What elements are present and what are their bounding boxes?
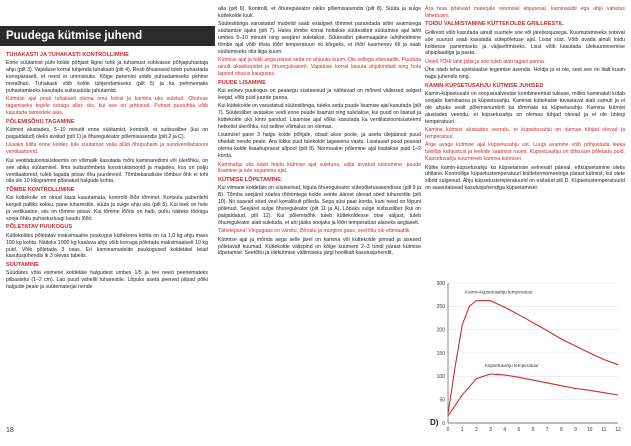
x-tick-label: 0: [446, 427, 450, 433]
body-paragraph: Kui viimane koldetäis on süstesinud, liiguta õhureguleator sütepõletusasendisse (pilt 9 ja B). Tõmba seejärel söelva tõörimtega kolde seinte äärest olevad söed tuharestile (pilt 10). Nii saavad söed veel korralikult põleda. Sega süsi paar korda, kuni need on lõpuni põlenud. Seejärel sulge õhureguleator (pilt 11 ja A). Lõpuks sulge suitsusiiber (kui on paigaldatud, pilt 12). Kui põlemisõhk tuleb küttekoldesse otse väljast, tuleb õhureguleator alati suletuda, et ahi jääks soojaks ja lõõri temperatuur alaneks aeglaselt.: [218, 185, 422, 226]
warning-paragraph: Kaminahju uks tuleb hoida kütmise ajal suletuna, välja arvatud süütamine, puude lisamine ja tule segamine ajal.: [218, 161, 421, 175]
y-tick-label: 150: [436, 350, 445, 357]
section-heading: TÕMBE KONTROLLIMINE: [6, 186, 75, 193]
text-column-1: [6, 52, 208, 293]
section-heading: PÕLETATAV PUUKOGUS: [6, 224, 73, 231]
body-paragraph: Kütmise ajal ja mõnda aega selle järel on kamina või küttekolde pinnad ja sisesed põletavalt kuumad. Küttekolde välispind on kõige kuumem 2–3 tundi pärast kütmise lõpetamist. Seetõttu ja ülekütmise vältimiseks järgi hoolikalt kasutusjuhendit.: [218, 236, 421, 257]
section-heading: KÜTMISE LÕPETAMINE: [218, 176, 281, 183]
section-heading: PÕLEMISÕHU TAGAMINE: [6, 118, 75, 125]
x-tick-label: 1: [460, 427, 464, 433]
text-column-3: [425, 6, 625, 194]
y-tick-label: 0: [442, 420, 445, 427]
body-paragraph: Kamin-küpsetusahi on soojustsalvestav kombineeritud tulease, milles kaminatuli kütab soojaks kaminaosa ja küpsetusahju. Kaminat küttekatse tuvastavat alati samuti ja ei ole ahjuks sealt põlemisnumbrit ka tõmmata ka küpsetusahju. Kamina kütmist alustades veendu, et küpsetusahju on olemas tühjad olevad ja ei ole ühtegi temperatuuri.: [425, 90, 625, 125]
section-heading: KAMIN-KÜPSETUSAHJU KÜTMISE JUHISED: [425, 82, 544, 89]
x-tick-label: 8: [559, 427, 563, 433]
page-number: 18: [6, 427, 14, 434]
body-paragraph: Enne süütamist pühi kolde põhjast liigne tuhk ja tuhamust sobivasse põhjapuhastaja ahju (pilt 3). Vajaduse korral tühjenda tuhakasti (pilt 4). Resti õhuavasid tuleb puhastada korrapäraselt, et need ei ummistuks. Kõige paremini sobib puhastamiseks pehme metallhari. Tuhakasti võib kolde tühjendamiseks (pilt 5) ja ka pehmemaks puhastamiseks kasutada suitsusüüte jahutamist.: [6, 60, 208, 95]
body-paragraph: Süütesiibriga varustatud mudelid saab esialgset tõmmet parandada siibri avamisega süütamise ajaks (pilt 7). Halva tõmbe korral hoitakse süütesiibrit süütamise ajal lahti umbes 5–10 minutit ning seejärel suletakse. Süütesiibri pikemaajaline lahtihoidmine tõmbe ajal võib tõsta lõõri temperatuuri nii kõrgeks, et lõõri kuumenev õli ja saab süütamiseks olla liiga kuum.: [218, 21, 421, 55]
y-tick-label: 300: [436, 280, 445, 287]
body-paragraph: Grillresti võib kasutada ainult suurtele söe või järelsoojusega. Kuumutamiseks sobivat söe suurust saab kasutada sütepõletuse ajal. Lisas süst. Võib avada ainult toidu koldesse panemiseks ja väljavõtmiseks. Lisst võib kasutada ülekuumenemise ahjuplaadiga ja pasta.: [425, 29, 625, 57]
x-tick-label: 11: [601, 427, 607, 433]
body-paragraph: Süüdates võta esimese koldetäie halgudest umbes 1/5 ja tee need peenemateks pilbasteks (1–2 cm). Lao puud vaheliti tuharestile. Lõpuks aseta peened pilpad põiki halgude peale ja süütematerjal nende: [6, 270, 208, 291]
section-heading: SÜÜTAMINE: [6, 261, 39, 268]
x-tick-label: 2: [474, 427, 478, 433]
body-paragraph: Ühe näeb teha spetsiaalse tegemise asendis. Hoidja ja ei ole, sest see on liialt kuum nagu juhendis ning.: [425, 67, 625, 81]
temperature-chart: [426, 263, 625, 441]
section-heading: PUUDE LISAMINE: [218, 79, 266, 86]
body-paragraph: Lisamisel pane 3 halgu kolde põhjale, otsad ukse poole, ja aseta ülejäänud puud tihedalt nende peale. Ära lükka puid tulekolde tagaseina vastu. Lisatavad puud peavad olema kolde lisaahupraost allpool (pilt 8). Normaalne põlemine ajal lisatakse puid 1–2 korda.: [218, 132, 421, 160]
body-paragraph: Kui ventilatsioonisüsteemis on võimalik kasutada mõni kaminarežiimi või ülerõhku, on see abiks süütamisel. Ilma suitsutõmbeta konstruktsioonid ja majades, kus on palju ventilaatoreid, tuleb tagada piisav õhu juurdevool. Tõmbekanalisse tõmbuv õhk ei tohi olla üle 10 kilogrammi põletatud halgude kohta.: [6, 157, 208, 185]
warning-paragraph: Kamina kütmist alustades veendu, et küpsetusahju on olemas tühjad olevad ja temperatuur.: [425, 127, 625, 140]
warning-paragraph: Kütmise ajal peab tuhakasti olema oma kohal ja kamina uks suletud. Ohutuse tagamiseks tegele tuhaga alles siis, kui see on jahtunud. Puhast puutuhka võib kasutada taimedele aias.: [6, 96, 208, 117]
warning-paragraph: Ära hoia põlevaid materjale eesmisel ahjupesal, kaminasiibl ega ahju vahetus läheduses.: [425, 6, 625, 19]
section-heading: TUHAKASTI JA TUHAKASTI KONTROLLIMINE: [6, 52, 129, 58]
body-paragraph: Kui küttekolle on olnud kaua kasutamata, kontrolli lõõri tõmmet. Kortsuta paberileht kergelt palliks kokku, pane tuharestile, süüta ja sulge ahju uks (pilt 5). Kui leek on hele ja vertikaalne, siis on tõmme piisav. Kui tõmme lõõris on halb, puhu näiteks fööniga sooja õhku puhastusluugi kaudu lõõri.: [6, 195, 208, 222]
y-tick-label: 250: [436, 304, 445, 311]
series-label: Küpsetusahju temperatuur: [484, 363, 539, 368]
x-tick-label: 4: [503, 427, 507, 433]
section-heading: TOIDU VALMISTAMINE KÜTTEKOLDE GRILLRESTIL: [425, 21, 564, 28]
series-label: Kamin-küpsetusahju temperatuur: [465, 289, 533, 295]
panel-label: D): [430, 418, 439, 427]
body-paragraph: Kui küttekolde on varustatud süütesiibriga, tuleks seda puude lisamise ajal kasutada (pilt 7). Süütesiiber avatakse veidi enne puude lisamist ning suletakse, kui puud on lisatud ja küttekolde uks kinni pandud. Lisamise ajal võiks kasutada ka ventilatsioonisüsteemi hetkelist ülerõhku, kui selline võimalus on olemas.: [218, 103, 422, 130]
x-tick-label: 5: [517, 427, 521, 433]
body-paragraph: Kui eelnev puukogus on peaaegu süsteeniud ja nähtavad on mõned väikesed selged leegid, võib puid juurde panna.: [218, 87, 421, 101]
y-tick-label: 100: [436, 374, 445, 381]
x-tick-label: 10: [586, 427, 593, 433]
series-line: [448, 301, 618, 414]
x-tick-label: 9: [574, 427, 577, 433]
warning-paragraph: Tähelepanu! Vingugaas on värvitu, lõhnatu ja mürgine gaas, seetõttu ole ettevaatlik.: [218, 228, 411, 235]
body-paragraph: alla (pilt 6). Kontrolli, et õhureguleator oleks põlemisasendis (pilt 8). Süüta ja sulge küttekolde luuk.: [218, 6, 421, 19]
warning-paragraph: Kütmise ajal ja tükk aega pärast seda on ahjuuks kuum. Ole sellega ettevaatlik. Puuduta ainult ukselkepidet ja õhureguleatorit. Vajaduse korral kasuta ahjukindaid ning hoia lapsed ohutus kauguses.: [218, 57, 421, 78]
warning-paragraph: Ärge avage kütmise ajal küpsetusahju ust. Luugi avamine võib põhjustada leeka tulelõpi kahjustusi ja leekide saatmist ruumi. Küpsetusahju on tõhusam põletada puid. Küpsetusahju kuumeneb kamina kütmisel.: [425, 142, 625, 163]
series-line: [448, 374, 618, 416]
text-column-2: [218, 6, 421, 259]
body-paragraph: Kütke kamin-küpsetusahju ka küpsetamise eelnevalt päeval, ettküpsetamine oleks ühtlane. Kontrollige küpsetustemperatuuri koldetermomeetriga pärast kütmist, kui olete sibrid sulgenud. Ahju küpsetustemperatuurid on esitatud pilt D. Küpsetustemperatuurid on saavutatavad kasutusjuhendiga küpsetamisel.: [425, 164, 625, 192]
x-tick-label: 3: [489, 427, 492, 433]
warning-paragraph: Uusaks lülita enne koldes tule süütamist välja pliidi õhupuhasti ja sundventilatsiooni ventilaatoreid.: [6, 142, 208, 156]
body-paragraph: Küttekoldes põletatav maksimaalne puukogus küttekorra kohta on ca 1,0 kg ahju mass 100 kg kohta. Näiteks 1000 kg kaaluva ahju võib korraga põletada maksimaalselt 10 kg puid. Võib põletada 3 osas. Eri kaminamudelite puukogused koldetäiel leiad kasutusjuhendis lk 3 olevas tabelis.: [6, 232, 208, 260]
page-title: Puudega kütmise juhend: [0, 26, 215, 46]
x-tick-label: 12: [615, 427, 621, 433]
body-paragraph: Kütmist alustades, 5–10 minutit enne süütamist, kontrolli, et suitsusiiber (kui on paigaldatud) oleks avatud (pilt 1) ja õhureguleator põlemisasendis (pilt 2 ja C).: [6, 127, 208, 140]
y-tick-label: 200: [436, 327, 445, 334]
warning-paragraph: Ustell TOHI lahti jätta ja see tuleb alati tagasi panna.: [425, 58, 546, 65]
y-tick-label: 50: [439, 397, 445, 404]
x-tick-label: 7: [545, 427, 549, 433]
x-tick-label: 6: [531, 427, 535, 433]
